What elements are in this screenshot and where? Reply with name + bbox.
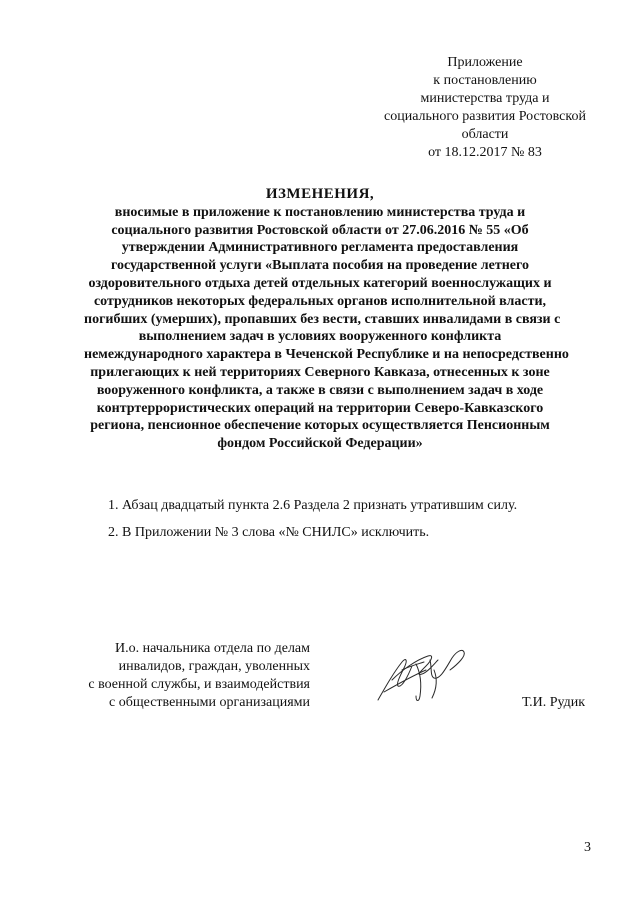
title-line: фондом Российской Федерации» bbox=[217, 436, 423, 452]
title-line: утверждении Административного регламента предоставления bbox=[121, 240, 519, 256]
title-line: выполнением задач в условиях вооруженного конфликта bbox=[138, 329, 502, 345]
title-line: оздоровительного отдыха детей отдельных категорий военнослужащих и bbox=[88, 275, 552, 291]
appendix-header bbox=[372, 54, 598, 162]
title-line: немеждународного характера в Чеченской Республике и на непосредственно bbox=[84, 347, 569, 363]
title-line: социального развития Ростовской области от 27.06.2016 № 55 «Об bbox=[111, 222, 529, 238]
title-heading: ИЗМЕНЕНИЯ, bbox=[265, 186, 375, 202]
title-line: вооруженного конфликта, а также в связи с выполнением задач в ходе bbox=[96, 382, 544, 398]
amendment-item-1: 1. Абзац двадцатый пункта 2.6 Раздела 2 признать утратившим силу. bbox=[108, 498, 518, 513]
appendix-line: области bbox=[461, 127, 509, 142]
signatory-position-line: с общественными организациями bbox=[109, 695, 310, 710]
title-line: сотрудников некоторых федеральных органов исполнительной власти, bbox=[93, 293, 547, 309]
title-line: прилегающих к ней территориях Северного Кавказа, отнесенных к зоне bbox=[90, 364, 550, 380]
appendix-line: социального развития Ростовской bbox=[384, 109, 586, 124]
appendix-line: от 18.12.2017 № 83 bbox=[428, 145, 542, 160]
title-line: государственной услуги «Выплата пособия на проведение летнего bbox=[111, 258, 529, 274]
handwritten-signature bbox=[372, 640, 472, 706]
title-line: вносимые в приложение к постановлению министерства труда и bbox=[114, 204, 526, 220]
signatory-name: Т.И. Рудик bbox=[522, 695, 586, 710]
amendment-item-2: 2. В Приложении № 3 слова «№ СНИЛС» исключить. bbox=[108, 525, 430, 540]
appendix-line: министерства труда и bbox=[420, 91, 550, 106]
appendix-line: Приложение bbox=[447, 55, 523, 70]
document-title bbox=[84, 186, 569, 453]
title-line: погибших (умерших), пропавших без вести, ставших инвалидами в связи с bbox=[84, 311, 561, 327]
signatory-position-line: И.о. начальника отдела по делам bbox=[115, 641, 310, 656]
page-number: 3 bbox=[584, 840, 591, 855]
title-line: контртеррористических операций на территории Северо-Кавказского bbox=[96, 400, 544, 416]
appendix-line: к постановлению bbox=[433, 73, 537, 88]
signatory-position bbox=[58, 640, 310, 712]
signatory-position-line: с военной службы, и взаимодействия bbox=[88, 677, 310, 692]
title-line: региона, пенсионное обеспечение которых осуществляется Пенсионным bbox=[90, 418, 550, 434]
signatory-position-line: инвалидов, граждан, уволенных bbox=[118, 659, 310, 674]
